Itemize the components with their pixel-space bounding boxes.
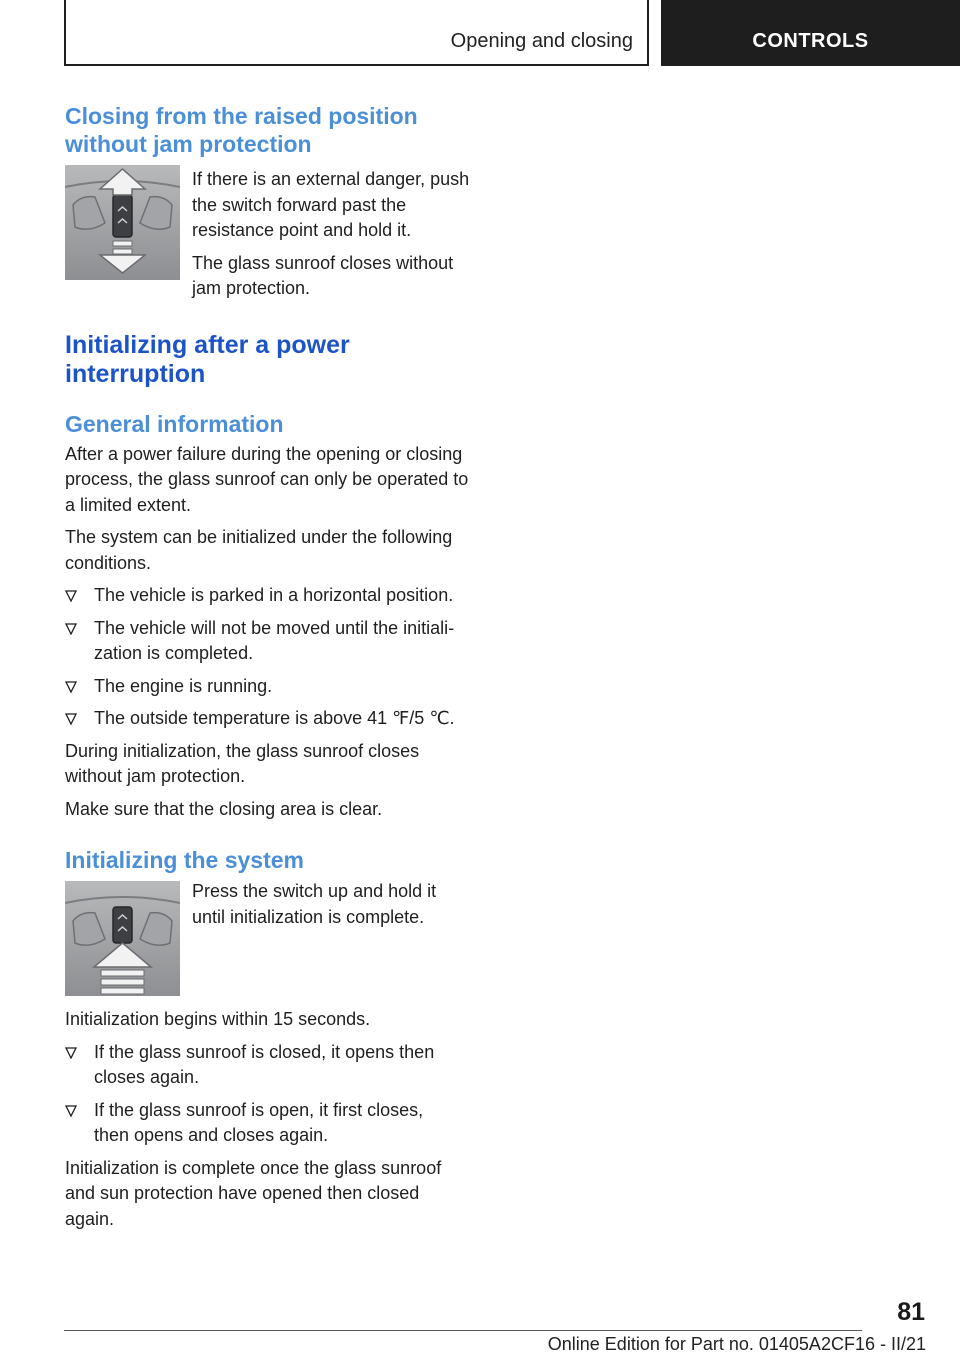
- paragraph: Initialization is complete once the glass sunroof and sun protection have opened then closed again.: [65, 1157, 442, 1229]
- triangle-bullet-icon: [65, 681, 77, 693]
- initializing-system-text: [192, 879, 480, 930]
- closing-raised-block: [65, 165, 480, 302]
- initialization-list: [65, 1040, 480, 1149]
- switch-push-forward-icon: [65, 165, 180, 280]
- section-title: Opening and closing: [450, 30, 633, 52]
- list-item: If the glass sunroof is closed, it opens then closes again.: [65, 1040, 480, 1091]
- list-item: The vehicle is parked in a horizontal position.: [65, 583, 480, 609]
- heading-general-information: General information: [65, 410, 284, 437]
- switch-push-forward-illustration: [65, 165, 180, 280]
- conditions-list: [65, 583, 480, 732]
- paragraph: If there is an external danger, push the switch forward past the resistance point and hold it.: [192, 169, 470, 240]
- paragraph: Make sure that the closing area is clear.: [65, 798, 383, 819]
- triangle-bullet-icon: [65, 1047, 77, 1059]
- footer-edition: Online Edition for Part no. 01405A2CF16 - II/21: [547, 1334, 926, 1354]
- footer-divider: [64, 1330, 862, 1331]
- chapter-title: CONTROLS: [752, 30, 869, 52]
- paragraph: Initialization begins within 15 seconds.: [65, 1009, 371, 1029]
- chapter-tab: [661, 0, 960, 66]
- page-header: [64, 0, 960, 66]
- triangle-bullet-icon: [65, 590, 77, 602]
- list-item: The outside temperature is above 41 ℉/5 ℃.: [65, 706, 480, 732]
- section-tab: [64, 0, 649, 66]
- paragraph: During initialization, the glass sunroof closes without jam protection.: [65, 740, 420, 786]
- main-content: [65, 102, 480, 1232]
- triangle-bullet-icon: [65, 713, 77, 725]
- heading-initializing: Initializing after a power interruption: [65, 330, 350, 388]
- paragraph: Press the switch up and hold it until initialization is complete.: [192, 881, 437, 927]
- triangle-bullet-icon: [65, 1105, 77, 1117]
- switch-press-up-illustration: [65, 881, 180, 996]
- list-item: The vehicle will not be moved until the initialization is completed.: [65, 616, 480, 667]
- heading-closing-raised: Closing from the raised position without jam protection: [65, 103, 418, 157]
- page-number: 81: [897, 1298, 925, 1326]
- heading-initializing-system: Initializing the system: [65, 847, 304, 873]
- switch-press-up-icon: [65, 881, 180, 996]
- paragraph: The system can be initialized under the following conditions.: [65, 527, 453, 573]
- closing-raised-text: [192, 167, 480, 302]
- initializing-system-block: [65, 881, 480, 996]
- paragraph: After a power failure during the opening or closing process, the glass sunroof can only be operated to a limited extent.: [65, 443, 469, 515]
- list-item: If the glass sunroof is open, it first closes, then opens and closes again.: [65, 1098, 480, 1149]
- paragraph: The glass sunroof closes without jam protection.: [192, 252, 454, 298]
- list-item: The engine is running.: [65, 674, 480, 700]
- triangle-bullet-icon: [65, 623, 77, 635]
